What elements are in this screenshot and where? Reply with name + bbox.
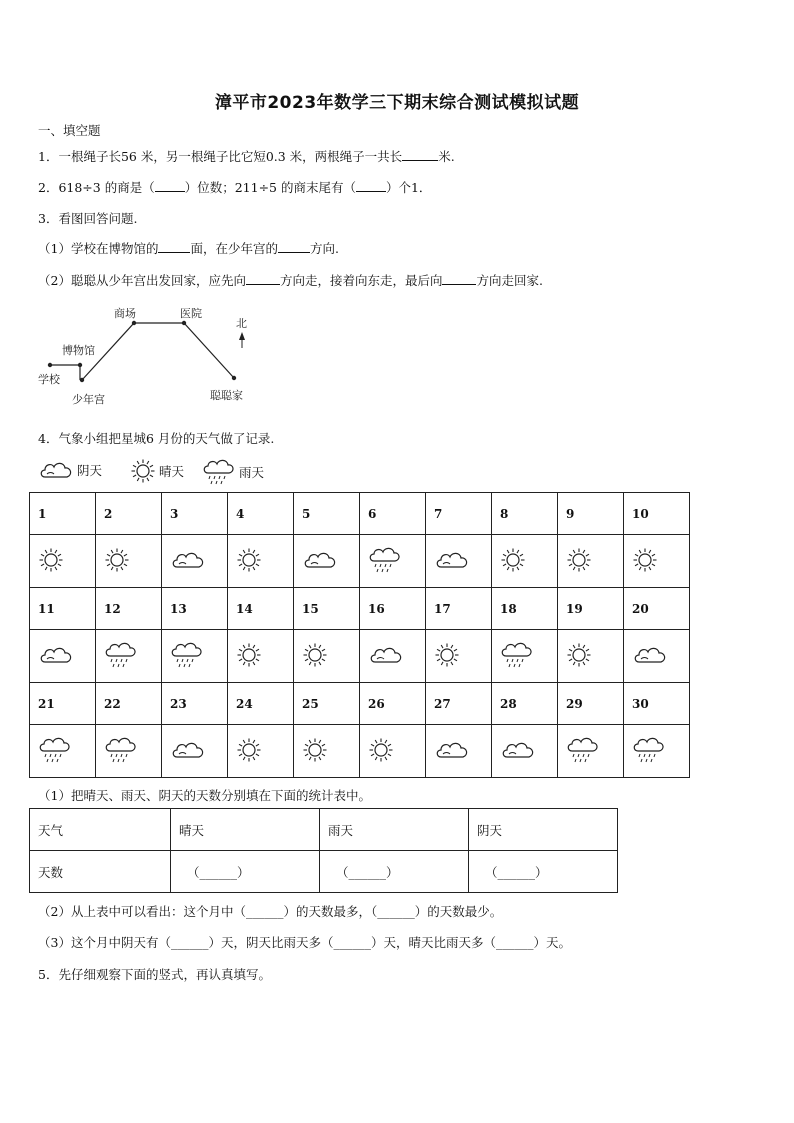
map-path-route [82,323,234,380]
calendar-day-number: 10 [624,493,690,535]
stat-header-cloudy: 阴天 [469,809,618,851]
calendar-day-number: 17 [426,588,492,630]
cloud-icon [632,643,668,667]
calendar-day-number: 28 [492,683,558,725]
calendar-day-number: 2 [96,493,162,535]
calendar-day-number: 15 [294,588,360,630]
calendar-day-number: 7 [426,493,492,535]
page-title: 漳平市2023年数学三下期末综合测试模拟试题 [214,93,580,113]
sun-icon [236,642,262,668]
q3-sub2-b: 方向走，接着向东走，最后向 [279,273,443,288]
sun-icon [368,737,394,763]
map-label-mall: 商场 [114,307,136,320]
cloudy-icon [38,458,74,482]
q3-sub1-a: （1）学校在博物馆的 [38,241,159,256]
calendar-day-number: 8 [492,493,558,535]
cloud-icon [38,643,74,667]
answer-blank[interactable] [442,272,476,285]
calendar-weather-cell [96,725,162,778]
calendar-weather-cell [96,535,162,588]
legend-sunny-label: 晴天 [159,464,185,479]
cloud-icon [302,548,338,572]
question-3-stem: 3．看图回答问题. [38,211,138,226]
sun-icon [434,642,460,668]
cloud-icon [170,548,206,572]
calendar-weather-cell [162,725,228,778]
legend-cloudy [38,458,102,482]
sun-icon [566,642,592,668]
sun-icon [104,547,130,573]
calendar-weather-cell [492,725,558,778]
calendar-day-number: 26 [360,683,426,725]
stat-header-sunny: 晴天 [171,809,320,851]
calendar-weather-cell [360,725,426,778]
stat-blank-rainy[interactable]: （______） [320,851,469,893]
calendar-day-number: 19 [558,588,624,630]
calendar-day-number: 14 [228,588,294,630]
sun-icon [302,737,328,763]
stat-header-weather: 天气 [30,809,171,851]
calendar-day-number: 4 [228,493,294,535]
cloud-icon [368,643,404,667]
rain-cloud-icon [38,736,72,764]
calendar-day-number: 27 [426,683,492,725]
question-5-stem: 5．先仔细观察下面的竖式，再认真填写。 [38,967,271,982]
calendar-day-number: 30 [624,683,690,725]
section-heading: 一、填空题 [38,123,101,138]
map-label-home: 聪聪家 [210,389,243,402]
sun-icon [236,737,262,763]
rain-cloud-icon [632,736,666,764]
sun-icon [38,547,64,573]
cloud-icon [434,738,470,762]
weather-calendar [29,492,690,778]
q2-text-b: ）位数；211÷5 的商末尾有（ [184,180,356,195]
calendar-weather-cell [96,630,162,683]
map-label-north: 北 [236,317,247,330]
calendar-day-number: 22 [96,683,162,725]
answer-blank[interactable] [246,272,280,285]
calendar-day-number: 21 [30,683,96,725]
calendar-weather-cell [30,535,96,588]
calendar-day-number: 3 [162,493,228,535]
sun-icon [130,458,156,484]
map-label-youth-palace: 少年宫 [72,393,105,406]
calendar-day-number: 25 [294,683,360,725]
calendar-weather-cell [426,725,492,778]
rain-cloud-icon [104,736,138,764]
cloud-icon [170,738,206,762]
calendar-day-number: 1 [30,493,96,535]
route-map [34,300,264,412]
question-2 [38,178,431,196]
rain-cloud-icon [368,546,402,574]
calendar-weather-cell [360,535,426,588]
sun-icon [566,547,592,573]
answer-blank[interactable] [356,179,386,192]
question-3-sub2 [38,271,543,289]
calendar-weather-cell [228,725,294,778]
calendar-day-number: 12 [96,588,162,630]
legend-sunny [130,458,184,484]
stat-row-label: 天数 [30,851,171,893]
map-label-school: 学校 [38,373,60,386]
rain-cloud-icon [170,641,204,669]
q3-sub2-c: 方向走回家. [476,273,543,288]
calendar-weather-cell [558,725,624,778]
question-1 [38,147,455,165]
legend-cloudy-label: 阴天 [77,463,103,478]
calendar-day-number: 20 [624,588,690,630]
q3-sub1-c: 方向. [309,241,339,256]
calendar-day-number: 29 [558,683,624,725]
calendar-weather-cell [426,630,492,683]
legend-rainy [202,458,264,486]
cloud-icon [434,548,470,572]
q3-sub1-b: 面，在少年宫的 [190,241,278,256]
rain-cloud-icon [500,641,534,669]
question-4-sub3: （3）这个月中阴天有（______）天，阴天比雨天多（______）天，晴天比雨天多（______）天。 [38,935,571,950]
q2-text-c: ）个1． [385,180,432,195]
calendar-day-number: 5 [294,493,360,535]
calendar-weather-cell [162,535,228,588]
sun-icon [236,547,262,573]
calendar-weather-cell [624,630,690,683]
q1-unit: 米. [438,149,455,164]
calendar-day-number: 23 [162,683,228,725]
calendar-day-number: 6 [360,493,426,535]
question-4-sub2: （2）从上表中可以看出：这个月中（______）的天数最多，（______）的天数最少。 [38,904,503,919]
answer-blank[interactable] [402,148,438,161]
calendar-day-number: 18 [492,588,558,630]
calendar-day-number: 13 [162,588,228,630]
sun-icon [302,642,328,668]
calendar-weather-cell [162,630,228,683]
calendar-weather-cell [294,725,360,778]
calendar-weather-cell [294,535,360,588]
sun-icon [500,547,526,573]
stat-blank-sunny[interactable]: （______） [171,851,320,893]
calendar-weather-cell [624,725,690,778]
q2-text-a: 2．618÷3 的商是（ [38,180,155,195]
map-label-museum: 博物馆 [62,344,95,357]
answer-blank[interactable] [158,240,190,253]
stat-table [29,808,618,893]
answer-blank[interactable] [278,240,310,253]
calendar-weather-cell [492,630,558,683]
calendar-weather-cell [294,630,360,683]
question-4-stem: 4．气象小组把星城6 月份的天气做了记录. [38,431,275,446]
sun-icon [632,547,658,573]
q1-text: 1．一根绳子长56 米，另一根绳子比它短0.3 米，两根绳子一共长 [38,149,403,164]
calendar-day-number: 11 [30,588,96,630]
stat-blank-cloudy[interactable]: （______） [469,851,618,893]
rain-cloud-icon [566,736,600,764]
calendar-weather-cell [228,630,294,683]
calendar-day-number: 9 [558,493,624,535]
calendar-weather-cell [360,630,426,683]
calendar-day-number: 24 [228,683,294,725]
legend-rainy-label: 雨天 [239,465,265,480]
calendar-weather-cell [228,535,294,588]
calendar-weather-cell [558,535,624,588]
question-3-sub1 [38,239,339,257]
question-4-sub1: （1）把晴天、雨天、阴天的天数分别填在下面的统计表中。 [38,788,371,803]
calendar-weather-cell [624,535,690,588]
calendar-weather-cell [558,630,624,683]
rain-icon [202,458,236,486]
calendar-weather-cell [30,630,96,683]
q3-sub2-a: （2）聪聪从少年宫出发回家，应先向 [38,273,246,288]
calendar-weather-cell [426,535,492,588]
calendar-day-number: 16 [360,588,426,630]
calendar-weather-cell [492,535,558,588]
stat-header-rainy: 雨天 [320,809,469,851]
cloud-icon [500,738,536,762]
rain-cloud-icon [104,641,138,669]
calendar-weather-cell [30,725,96,778]
map-label-hospital: 医院 [180,307,202,320]
answer-blank[interactable] [155,179,185,192]
